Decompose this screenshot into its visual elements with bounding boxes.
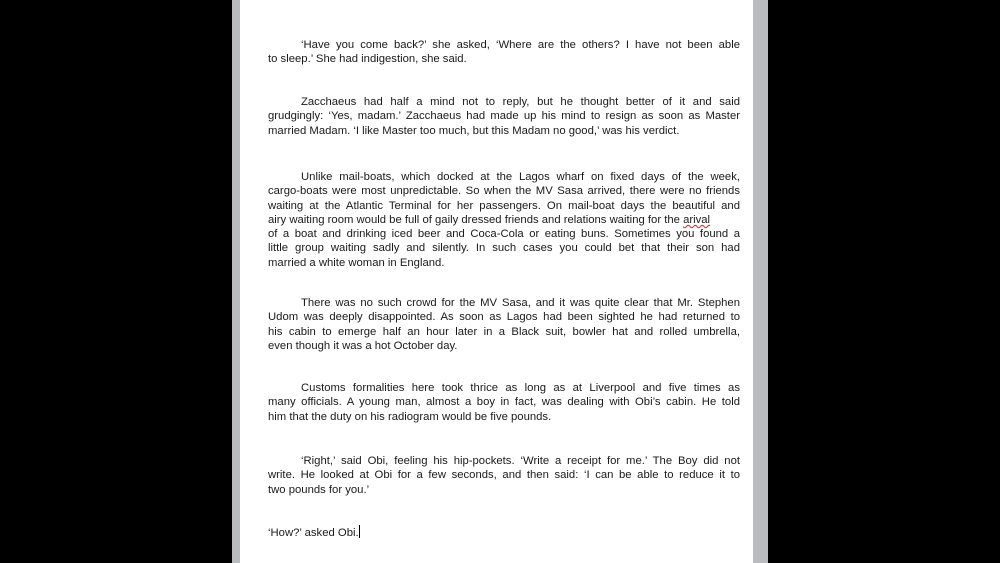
text-line: waiting at the Atlantic Terminal for her passengers. On mail-boat days the beautiful and xyxy=(268,199,740,212)
text-line xyxy=(268,525,740,540)
paragraph-2 xyxy=(268,95,740,138)
text-line: ‘Right,’ said Obi, feeling his hip-pockets. ‘Write a receipt for me.’ The Boy did not xyxy=(301,455,740,467)
text-line: cargo-boats were most unpredictable. So when the MV Sasa arrived, there were no friends xyxy=(268,185,740,198)
text-line: married Madam. ‘I like Master too much, but this Madam no good,’ was his verdict. xyxy=(268,124,680,137)
text-line xyxy=(268,213,740,227)
text-line: his cabin to emerge half an hour later in a Black suit, bowler hat and rolled umbrella, xyxy=(268,325,740,338)
text-line: two pounds for you.’ xyxy=(268,483,370,496)
paragraph-1 xyxy=(268,38,740,67)
text-line: Customs formalities here took thrice as long as at Liverpool and five times as xyxy=(301,382,740,394)
text-line: even though it was a hot October day. xyxy=(268,339,458,352)
text-line: him that the duty on his radiogram would be five pounds. xyxy=(268,410,552,423)
text-segment: ‘How?’ asked Obi. xyxy=(268,527,359,539)
text-line: of a boat and drinking iced beer and Coca-Cola or eating buns. Sometimes you found a xyxy=(268,228,740,241)
text-segment: airy waiting room would be full of gaily dressed friends and relations waiting for the xyxy=(268,213,684,226)
text-cursor xyxy=(359,525,360,538)
paragraph-6 xyxy=(268,454,740,497)
text-line: little group waiting sadly and silently. In such cases you could bet that their son had xyxy=(268,242,740,255)
text-line: grudgingly: ‘Yes, madam.’ Zacchaeus had made up his mind to resign as soon as Master xyxy=(268,110,740,123)
misspelled-word[interactable]: arival xyxy=(683,213,711,226)
paragraph-5 xyxy=(268,381,740,424)
text-line: married a white woman in England. xyxy=(268,256,445,269)
text-line: many officials. A young man, almost a boy in fact, was dealing with Obi’s cabin. He told xyxy=(268,396,740,409)
text-line: ‘Have you come back?’ she asked, ‘Where are the others? I have not been able xyxy=(301,39,740,51)
text-line: write. He looked at Obi for a few seconds, and then said: ‘I can be able to reduce it to xyxy=(268,469,740,482)
paragraph-7 xyxy=(268,525,740,540)
text-line: Zacchaeus had half a mind not to reply, but he thought better of it and said xyxy=(301,96,740,108)
text-line: Udom was deeply disappointed. As soon as Lagos had been sighted he had returned to xyxy=(268,311,740,324)
text-line: to sleep.’ She had indigestion, she said. xyxy=(268,53,467,66)
text-line: There was no such crowd for the MV Sasa, and it was quite clear that Mr. Stephen xyxy=(301,297,740,309)
paragraph-3 xyxy=(268,170,740,270)
text-line: Unlike mail-boats, which docked at the Lagos wharf on fixed days of the week, xyxy=(301,171,740,183)
paragraph-4 xyxy=(268,296,740,353)
